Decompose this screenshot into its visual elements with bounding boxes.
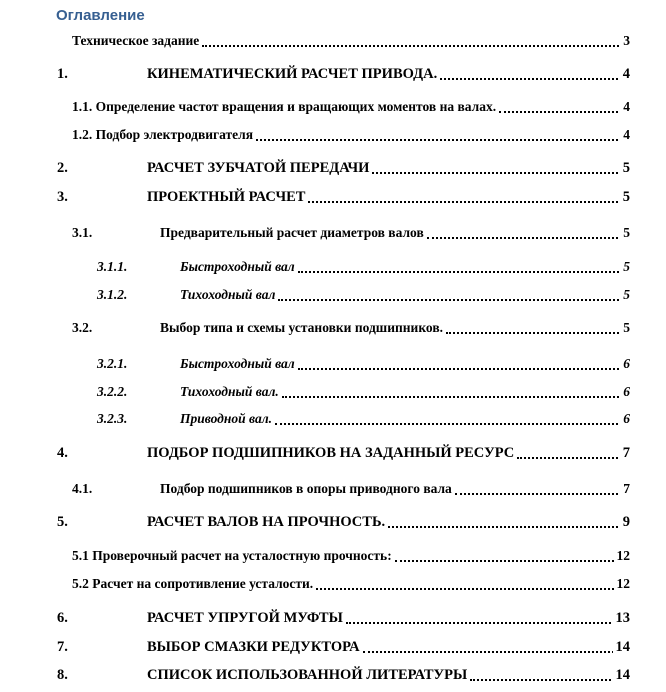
dot-leader — [517, 455, 626, 459]
toc-entry-1[interactable] — [0, 64, 666, 84]
toc-entry-page: 4 — [620, 64, 630, 84]
toc-heading: Оглавление — [56, 7, 145, 24]
toc-entry-5-1[interactable] — [0, 546, 666, 566]
toc-entry-number: 3.2.3. — [97, 409, 127, 429]
toc-entry-number: 7. — [57, 639, 68, 655]
dot-leader — [275, 421, 626, 425]
toc-entry-5[interactable] — [0, 512, 666, 532]
dot-leader — [202, 43, 626, 47]
toc-entry-number: 4.1. — [72, 479, 92, 499]
toc-entry-technical-task[interactable] — [0, 31, 666, 51]
dot-leader — [395, 558, 626, 562]
toc-entry-title: КИНЕМАТИЧЕСКИЙ РАСЧЕТ ПРИВОДА. — [147, 64, 440, 84]
toc-entry-3-2[interactable] — [0, 318, 666, 338]
toc-entry-3-2-2[interactable] — [0, 382, 666, 402]
toc-entry-title: Тихоходный вал. — [180, 382, 282, 402]
dot-leader — [308, 199, 626, 203]
toc-entry-number: 3.1. — [72, 223, 92, 243]
toc-entry-title: 1.2. Подбор электродвигателя — [72, 125, 256, 145]
toc-entry-page: 5 — [620, 285, 630, 305]
dot-leader — [372, 170, 626, 174]
toc-entry-2[interactable] — [0, 158, 666, 178]
toc-entry-8[interactable] — [0, 665, 666, 685]
dot-leader — [346, 620, 626, 624]
toc-entry-title: Предварительный расчет диаметров валов — [160, 223, 427, 243]
toc-entry-3-1-1[interactable] — [0, 257, 666, 277]
toc-entry-1-1[interactable] — [0, 97, 666, 117]
dot-leader — [282, 394, 626, 398]
dot-leader — [363, 649, 626, 653]
toc-entry-page: 5 — [620, 257, 630, 277]
toc-entry-page: 5 — [620, 158, 630, 178]
toc-entry-page: 6 — [620, 409, 630, 429]
dot-leader — [455, 491, 626, 495]
toc-entry-title: ВЫБОР СМАЗКИ РЕДУКТОРА — [147, 637, 363, 657]
toc-entry-page: 6 — [620, 382, 630, 402]
dot-leader — [298, 269, 626, 273]
toc-entry-3[interactable] — [0, 187, 666, 207]
toc-entry-page: 3 — [620, 31, 630, 51]
toc-entry-1-2[interactable] — [0, 125, 666, 145]
toc-entry-page: 5 — [620, 318, 630, 338]
toc-entry-title: РАСЧЕТ ЗУБЧАТОЙ ПЕРЕДАЧИ — [147, 158, 372, 178]
toc-entry-number: 8. — [57, 667, 68, 683]
toc-entry-3-1-2[interactable] — [0, 285, 666, 305]
dot-leader — [298, 366, 626, 370]
toc-entry-title: 5.2 Расчет на сопротивление усталости. — [72, 574, 316, 594]
toc-entry-5-2[interactable] — [0, 574, 666, 594]
dot-leader — [470, 677, 626, 681]
toc-entry-number: 1. — [57, 66, 68, 82]
dot-leader — [388, 524, 626, 528]
toc-entry-page: 13 — [613, 608, 631, 628]
toc-entry-page: 12 — [614, 546, 631, 566]
toc-entry-number: 3. — [57, 189, 68, 205]
toc-entry-3-2-1[interactable] — [0, 354, 666, 374]
toc-entry-title: Подбор подшипников в опоры приводного вала — [160, 479, 455, 499]
toc-entry-3-2-3[interactable] — [0, 409, 666, 429]
toc-entry-title: РАСЧЕТ ВАЛОВ НА ПРОЧНОСТЬ. — [147, 512, 388, 532]
dot-leader — [499, 109, 626, 113]
toc-entry-title: 1.1. Определение частот вращения и вращающих моментов на валах. — [72, 97, 499, 117]
toc-entry-page: 4 — [620, 97, 630, 117]
toc-entry-4-1[interactable] — [0, 479, 666, 499]
dot-leader — [427, 235, 626, 239]
toc-entry-page: 14 — [613, 665, 631, 685]
toc-entry-3-1[interactable] — [0, 223, 666, 243]
toc-entry-title: ПОДБОР ПОДШИПНИКОВ НА ЗАДАННЫЙ РЕСУРС — [147, 443, 517, 463]
toc-entry-title: 5.1 Проверочный расчет на усталостную прочность: — [72, 546, 395, 566]
dot-leader — [316, 586, 626, 590]
toc-entry-number: 3.2.1. — [97, 354, 127, 374]
toc-entry-title: ПРОЕКТНЫЙ РАСЧЕТ — [147, 187, 308, 207]
toc-entry-page: 6 — [620, 354, 630, 374]
toc-entry-number: 5. — [57, 514, 68, 530]
toc-entry-title: Быстроходный вал — [180, 354, 298, 374]
toc-entry-number: 3.1.1. — [97, 257, 127, 277]
toc-entry-title: Быстроходный вал — [180, 257, 298, 277]
toc-entry-title: Тихоходный вал — [180, 285, 278, 305]
toc-entry-page: 5 — [620, 223, 630, 243]
toc-entry-6[interactable] — [0, 608, 666, 628]
toc-entry-title: Техническое задание — [72, 31, 202, 51]
toc-entry-number: 4. — [57, 445, 68, 461]
toc-entry-page: 14 — [613, 637, 631, 657]
toc-entry-number: 3.2.2. — [97, 382, 127, 402]
toc-entry-page: 4 — [620, 125, 630, 145]
toc-entry-title: Выбор типа и схемы установки подшипников. — [160, 318, 446, 338]
toc-entry-title: Приводной вал. — [180, 409, 275, 429]
toc-entry-title: РАСЧЕТ УПРУГОЙ МУФТЫ — [147, 608, 346, 628]
toc-entry-number: 6. — [57, 610, 68, 626]
dot-leader — [278, 297, 626, 301]
toc-entry-number: 3.1.2. — [97, 285, 127, 305]
toc-entry-page: 7 — [620, 443, 630, 463]
toc-entry-page: 12 — [614, 574, 631, 594]
toc-entry-page: 7 — [620, 479, 630, 499]
dot-leader — [256, 137, 626, 141]
toc-entry-number: 3.2. — [72, 318, 92, 338]
toc-entry-title: СПИСОК ИСПОЛЬЗОВАННОЙ ЛИТЕРАТУРЫ — [147, 665, 470, 685]
dot-leader — [446, 330, 626, 334]
toc-entry-4[interactable] — [0, 443, 666, 463]
toc-entry-page: 9 — [620, 512, 630, 532]
toc-entry-page: 5 — [620, 187, 630, 207]
dot-leader — [440, 76, 626, 80]
toc-entry-number: 2. — [57, 160, 68, 176]
toc-entry-7[interactable] — [0, 637, 666, 657]
